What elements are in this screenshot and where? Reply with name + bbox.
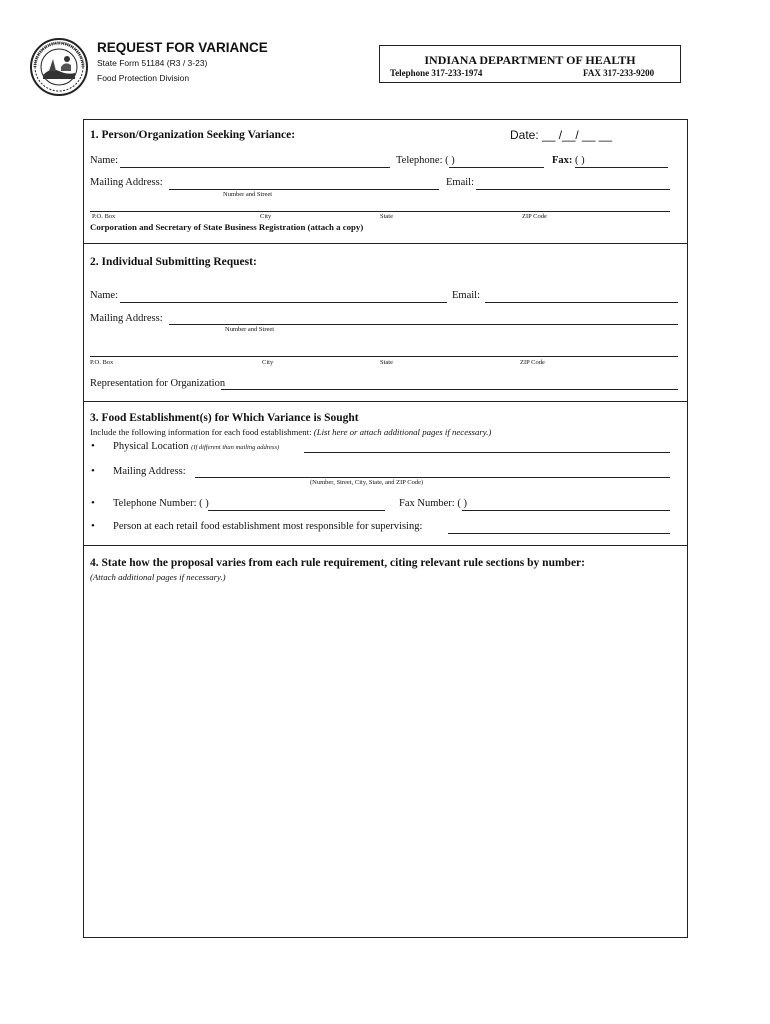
s3-instruction bbox=[90, 427, 491, 437]
s3-physical-text: Physical Location bbox=[113, 441, 189, 452]
s4-note: (Attach additional pages if necessary.) bbox=[90, 572, 226, 582]
s2-zip-caption: ZIP Code bbox=[520, 359, 545, 366]
s1-name-label: Name: bbox=[90, 155, 118, 166]
s2-street-caption: Number and Street bbox=[225, 326, 275, 333]
form-number: State Form 51184 (R3 / 3-23) bbox=[97, 58, 208, 68]
s3-person-input[interactable] bbox=[448, 533, 670, 534]
s1-po-box-caption: P.O. Box bbox=[92, 213, 116, 220]
s2-representation-label: Representation for Organization bbox=[90, 378, 226, 389]
s1-telephone-label: Telephone: ( ) bbox=[396, 155, 455, 166]
s2-name-label: Name: bbox=[90, 290, 118, 301]
s2-po-box-caption: P.O. Box bbox=[90, 359, 114, 366]
s3-telephone-input[interactable] bbox=[208, 510, 385, 511]
section2-title: 2. Individual Submitting Request: bbox=[90, 256, 257, 268]
s1-email-input[interactable] bbox=[476, 189, 670, 190]
s3-physical-label bbox=[113, 441, 279, 452]
s2-mailing-input[interactable] bbox=[169, 324, 678, 325]
s1-fax-input[interactable] bbox=[575, 167, 668, 168]
s2-city-caption: City bbox=[262, 359, 274, 366]
s2-mailing-label: Mailing Address: bbox=[90, 313, 163, 324]
s1-fax-label: Fax: bbox=[552, 155, 573, 166]
s1-zip-caption: ZIP Code bbox=[522, 213, 547, 220]
department-fax: FAX 317-233-9200 bbox=[583, 68, 655, 78]
state-seal bbox=[29, 37, 89, 97]
s1-state-caption: State bbox=[380, 213, 393, 220]
s2-representation-input[interactable] bbox=[221, 389, 678, 390]
department-telephone: Telephone 317-233-1974 bbox=[390, 68, 483, 78]
s4-response-area[interactable] bbox=[90, 588, 682, 932]
s3-instruction-text: Include the following information for each food establishment: bbox=[90, 427, 312, 437]
s3-bullet-mailing: • bbox=[91, 465, 95, 477]
section-divider-3 bbox=[83, 545, 688, 546]
s3-mailing-caption: (Number, Street, City, State, and ZIP Code) bbox=[310, 479, 424, 486]
section-divider-1 bbox=[83, 243, 688, 244]
s3-telephone-label: Telephone Number: ( ) bbox=[113, 498, 209, 509]
s1-city-caption: City bbox=[260, 213, 272, 220]
section4-title: 4. State how the proposal varies from each rule requirement, citing relevant rule sections by number: bbox=[90, 557, 585, 569]
s1-email-label: Email: bbox=[446, 177, 474, 188]
s2-name-input[interactable] bbox=[120, 302, 447, 303]
s3-bullet-person: • bbox=[91, 520, 95, 532]
section1-title: 1. Person/Organization Seeking Variance: bbox=[90, 129, 296, 141]
s1-fax-paren: ( ) bbox=[575, 155, 585, 166]
department-box bbox=[379, 45, 681, 83]
s1-mailing-input[interactable] bbox=[169, 189, 439, 190]
s3-mailing-input[interactable] bbox=[195, 477, 670, 478]
indiana-state-seal-icon bbox=[29, 37, 89, 97]
s3-physical-input[interactable] bbox=[304, 452, 670, 453]
s3-person-label: Person at each retail food establishment most responsible for supervising: bbox=[113, 521, 423, 532]
s3-physical-note: (If different than mailing address) bbox=[191, 444, 280, 451]
division-name: Food Protection Division bbox=[97, 73, 190, 83]
s3-instruction-italic: (List here or attach additional pages if necessary.) bbox=[313, 427, 492, 437]
s1-telephone-input[interactable] bbox=[449, 167, 544, 168]
s1-address-line2-input[interactable] bbox=[90, 211, 670, 212]
s2-email-input[interactable] bbox=[485, 302, 678, 303]
s2-state-caption: State bbox=[380, 359, 393, 366]
s2-address-line2-input[interactable] bbox=[90, 356, 678, 357]
s2-email-label: Email: bbox=[452, 290, 480, 301]
date-field[interactable]: Date: __ /__/ __ __ bbox=[510, 128, 613, 142]
s3-fax-input[interactable] bbox=[462, 510, 670, 511]
s3-bullet-telephone: • bbox=[91, 497, 95, 509]
s3-bullet-physical: • bbox=[91, 440, 95, 452]
s1-name-input[interactable] bbox=[120, 167, 390, 168]
s3-fax-label: Fax Number: ( ) bbox=[399, 498, 467, 509]
department-name: INDIANA DEPARTMENT OF HEALTH bbox=[424, 53, 636, 67]
s1-street-caption: Number and Street bbox=[223, 191, 273, 198]
s1-corporation-note: Corporation and Secretary of State Business Registration (attach a copy) bbox=[90, 222, 364, 232]
section-divider-2 bbox=[83, 401, 688, 402]
section3-title: 3. Food Establishment(s) for Which Variance is Sought bbox=[90, 412, 359, 424]
form-title: REQUEST FOR VARIANCE bbox=[97, 40, 268, 55]
s1-mailing-label: Mailing Address: bbox=[90, 177, 163, 188]
s3-mailing-label: Mailing Address: bbox=[113, 466, 186, 477]
